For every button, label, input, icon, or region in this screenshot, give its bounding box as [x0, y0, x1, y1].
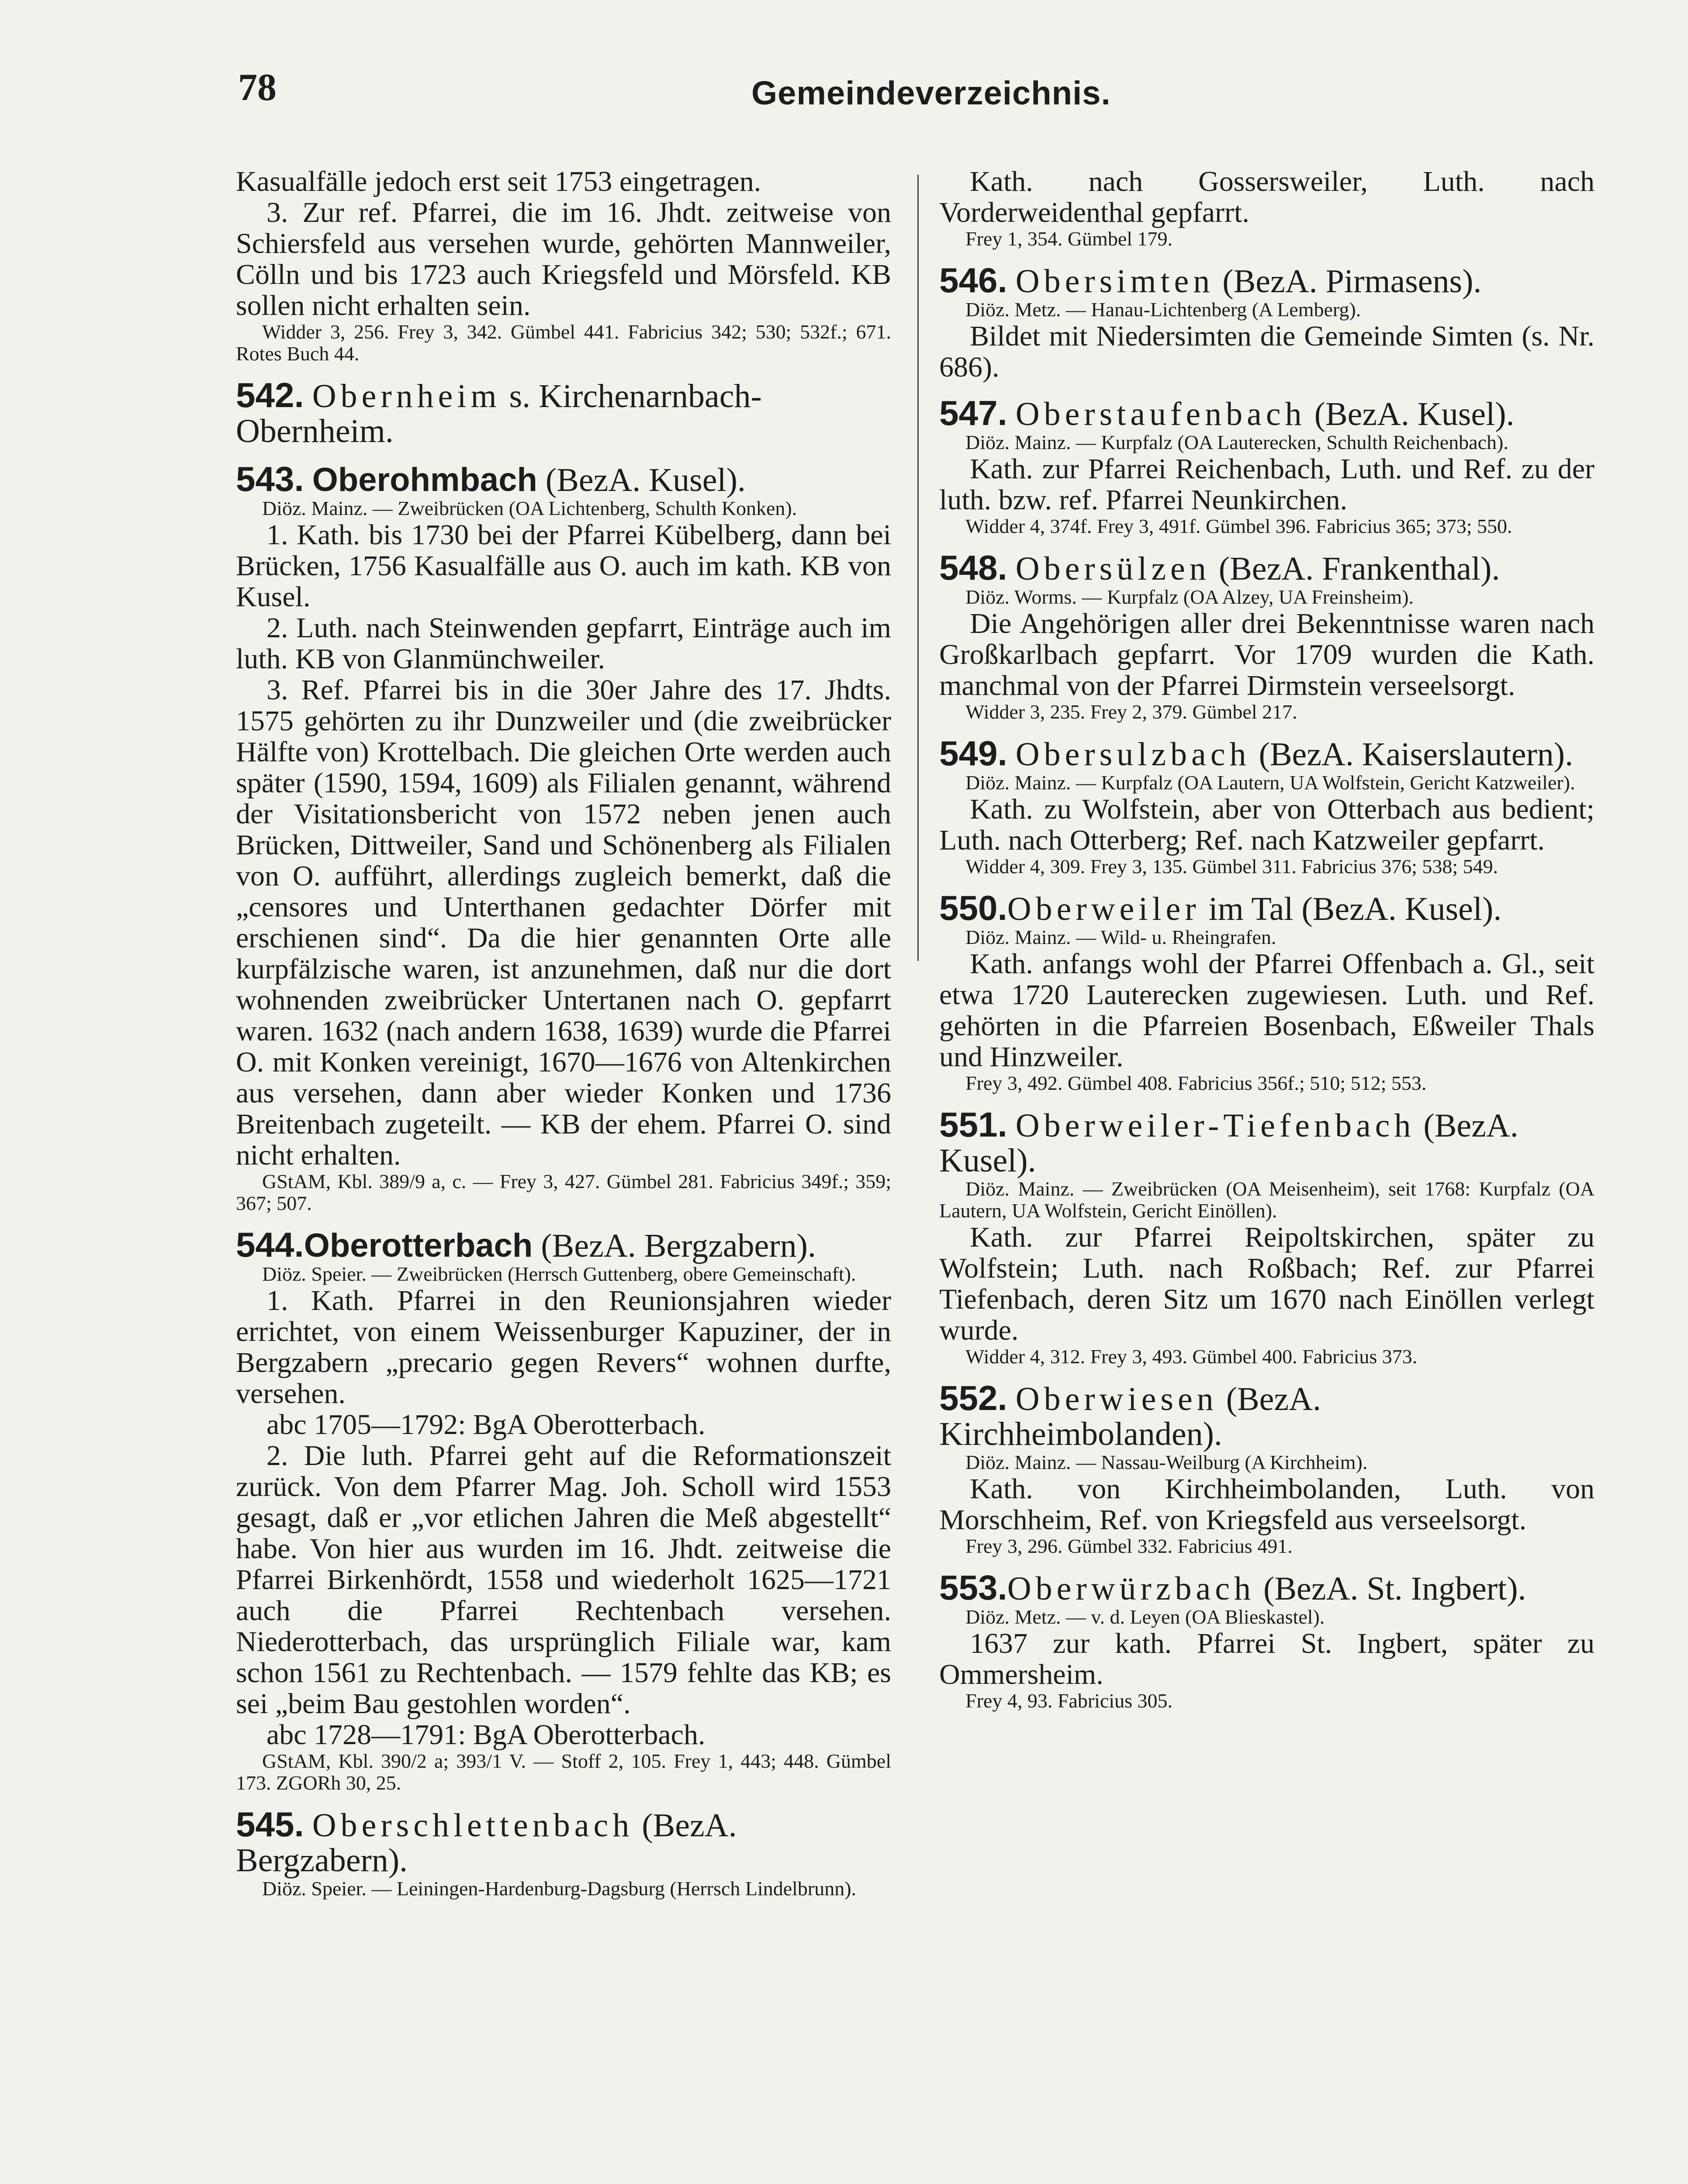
entry-heading-543: [236, 462, 891, 498]
paragraph: 2. Luth. nach Steinwenden gepfarrt, Einträge auch im luth. KB von Glanmünchweiler.: [236, 612, 891, 675]
entry-number: 553.: [939, 1568, 1007, 1607]
entry-name: Obersülzen: [1015, 550, 1211, 587]
entry-number: 546.: [939, 261, 1007, 300]
left-column: [236, 166, 891, 1900]
entry-name: Oberschlettenbach: [312, 1807, 634, 1844]
entry-heading-550: [939, 888, 1595, 927]
entry-name: Obersimten: [1015, 263, 1214, 300]
diocese-info: Diöz. Speier. — Zweibrücken (Herrsch Guttenberg, obere Gemeinschaft).: [262, 1263, 856, 1285]
diocese-info: Diöz. Mainz. — Zweibrücken (OA Meisenheim), seit 1768: Kurpfalz (OA Lautern, UA Wolfstein, Gericht Einöllen).: [939, 1178, 1595, 1222]
diocese-info: Diöz. Mainz. — Nassau-Weilburg (A Kirchheim).: [965, 1451, 1368, 1473]
paragraph: 3. Ref. Pfarrei bis in die 30er Jahre des 17. Jhdts. 1575 gehörten zu ihr Dunzweiler und (die zweibrücker Hälfte von) Krottelbach. Die gleichen Orte werden auch später (1590, 1594, 1609) als Filialen genannt, während der Visitationsbericht von 1572 neben jenen auch Brücken, Dittweiler, Sand und Schönenberg als Filialen von O. aufführt, allerdings zugleich bemerkt, daß die „censores und Unterthanen gedachter Dörfer mit erschienen sind“. Da die hier genannten Orte alle kurpfälzische waren, ist anzunehmen, daß nur die dort wohnenden zweibrücker Untertanen nach O. gepfarrt waren. 1632 (nach andern 1638, 1639) wurde die Pfarrei O. mit Konken vereinigt, 1670—1676 von Altenkirchen aus versehen, dann aber wieder Konken und 1736 Breitenbach zugeteilt. — KB der ehem. Pfarrei O. sind nicht erhalten.: [236, 674, 891, 1171]
diocese-info: Diöz. Worms. — Kurpfalz (OA Alzey, UA Freinsheim).: [965, 586, 1414, 608]
entry-name: Oberweiler: [1007, 891, 1200, 927]
diocese-info: Diöz. Mainz. — Wild- u. Rheingrafen.: [965, 926, 1276, 948]
entry-heading-551: [939, 1107, 1595, 1178]
entry-number: 549.: [939, 734, 1007, 773]
entry-district: (BezA. Bergzabern).: [533, 1227, 816, 1264]
entry-name: Oberstaufenbach: [1015, 396, 1306, 432]
entry-district: im Tal (BezA. Kusel).: [1200, 891, 1502, 927]
paragraph: 3. Zur ref. Pfarrei, die im 16. Jhdt. zeitweise von Schiersfeld aus versehen wurde, gehörten Mannweiler, Cölln und bis 1723 auch Kriegsfeld und Mörsfeld. KB sollen nicht erhalten sein.: [236, 197, 891, 321]
paragraph: Kath. von Kirchheimbolanden, Luth. von Morschheim, Ref. von Kriegsfeld aus verseelsorgt.: [939, 1473, 1595, 1536]
entry-name: Oberwürzbach: [1007, 1570, 1256, 1607]
paragraph: 2. Die luth. Pfarrei geht auf die Reformationszeit zurück. Von dem Pfarrer Mag. Joh. Scholl wird 1553 gesagt, daß er „vor etlichen Jahren die Meß abgestellt“ habe. Von hier aus wurden im 16. Jhdt. zeitweise die Pfarrei Birkenhördt, 1558 und wiederholt 1625—1721 auch die Pfarrei Rechtenbach versehen. Niederotterbach, das ursprünglich Filiale war, kam schon 1561 zu Rechtenbach. — 1579 fehlte das KB; es sei „beim Bau gestohlen worden“.: [236, 1440, 891, 1720]
sources: Widder 3, 256. Frey 3, 342. Gümbel 441. Fabricius 342; 530; 532f.; 671. Rotes Buch 44.: [236, 321, 891, 365]
entry-number: 544.: [236, 1225, 304, 1264]
sources: Frey 4, 93. Fabricius 305.: [965, 1690, 1173, 1712]
sources: Frey 3, 296. Gümbel 332. Fabricius 491.: [965, 1535, 1293, 1557]
right-column: [939, 166, 1595, 1712]
sources: Widder 3, 235. Frey 2, 379. Gümbel 217.: [965, 701, 1297, 723]
entry-heading-547: [939, 396, 1595, 432]
sources: GStAM, Kbl. 390/2 a; 393/1 V. — Stoff 2, 105. Frey 1, 443; 448. Gümbel 173. ZGORh 30, 25.: [236, 1750, 891, 1794]
paragraph: Bildet mit Niedersimten die Gemeinde Simten (s. Nr. 686).: [939, 320, 1595, 383]
entry-district: (BezA. Kusel).: [939, 1107, 1519, 1179]
page-header: [0, 66, 1688, 131]
entry-heading-546: [939, 263, 1595, 299]
diocese-info: Diöz. Mainz. — Kurpfalz (OA Lautern, UA Wolfstein, Gericht Katzweiler).: [965, 771, 1575, 794]
diocese-info: Diöz. Mainz. — Zweibrücken (OA Lichtenberg, Schulth Konken).: [262, 497, 797, 519]
entry-number: 545.: [236, 1805, 304, 1844]
paragraph: abc 1705—1792: BgA Oberotterbach.: [266, 1409, 706, 1441]
entry-district: s. Kirchenarnbach-Obernheim.: [236, 378, 762, 449]
entry-name: Oberohmbach: [312, 461, 537, 498]
entry-district: (BezA. Kirchheimbolanden).: [939, 1381, 1321, 1452]
entry-number: 547.: [939, 394, 1007, 432]
entry-number: 552.: [939, 1379, 1007, 1417]
page-number: 78: [238, 66, 277, 109]
entry-district: (BezA. Frankenthal).: [1210, 550, 1500, 587]
entry-district: (BezA. St. Ingbert).: [1255, 1570, 1526, 1607]
entry-name: Obersulzbach: [1015, 736, 1251, 773]
diocese-info: Diöz. Metz. — v. d. Leyen (OA Blieskastel).: [965, 1606, 1325, 1628]
paragraph: 1. Kath. bis 1730 bei der Pfarrei Kübelberg, dann bei Brücken, 1756 Kasualfälle aus O. auch im kath. KB von Kusel.: [236, 519, 891, 613]
paragraph: abc 1728—1791: BgA Oberotterbach.: [266, 1719, 706, 1751]
entry-district: (BezA. Bergzabern).: [236, 1807, 737, 1879]
entry-name: Oberwiesen: [1015, 1381, 1218, 1417]
paragraph: 1. Kath. Pfarrei in den Reunionsjahren wieder errichtet, von einem Weissenburger Kapuziner, der in Bergzabern „precario gegen Revers“ wohnen durfte, versehen.: [236, 1285, 891, 1410]
entry-number: 542.: [236, 376, 304, 415]
diocese-info: Diöz. Mainz. — Kurpfalz (OA Lauterecken, Schulth Reichenbach).: [965, 431, 1508, 453]
paragraph: Kath. nach Gossersweiler, Luth. nach Vorderweidenthal gepfarrt.: [939, 166, 1595, 228]
paragraph: Kath. anfangs wohl der Pfarrei Offenbach a. Gl., seit etwa 1720 Lauterecken zugewiesen. Luth. und Ref. gehörten in die Pfarreien Bosenbach, Eßweiler Thals und Hinzweiler.: [939, 948, 1595, 1073]
running-head: Gemeindeverzeichnis.: [751, 75, 1111, 112]
paragraph: 1637 zur kath. Pfarrei St. Ingbert, später zu Ommersheim.: [939, 1628, 1595, 1690]
sources: GStAM, Kbl. 389/9 a, c. — Frey 3, 427. Gümbel 281. Fabricius 349f.; 359; 367; 507.: [236, 1170, 891, 1214]
entry-name: Obernheim: [312, 378, 501, 415]
entry-heading-548: [939, 550, 1595, 586]
paragraph: Die Angehörigen aller drei Bekenntnisse waren nach Großkarlbach gepfarrt. Vor 1709 wurden die Kath. manchmal von der Pfarrei Dirmstein verseelsorgt.: [939, 608, 1595, 702]
entry-district: (BezA. Kusel).: [1306, 396, 1515, 432]
sources: Widder 4, 374f. Frey 3, 491f. Gümbel 396. Fabricius 365; 373; 550.: [965, 515, 1512, 537]
entry-heading-553: [939, 1570, 1595, 1606]
column-divider: [917, 175, 919, 961]
entry-heading-544: [236, 1227, 891, 1263]
entry-district: (BezA. Kusel).: [537, 462, 746, 498]
entry-number: 548.: [939, 548, 1007, 587]
entry-heading-545: [236, 1807, 891, 1878]
diocese-info: Diöz. Speier. — Leiningen-Hardenburg-Dagsburg (Herrsch Lindelbrunn).: [262, 1877, 857, 1900]
entry-name: Oberotterbach: [304, 1227, 533, 1264]
entry-heading-552: [939, 1381, 1595, 1451]
sources: Widder 4, 312. Frey 3, 493. Gümbel 400. Fabricius 373.: [965, 1345, 1418, 1368]
paragraph: Kath. zur Pfarrei Reipoltskirchen, später zu Wolfstein; Luth. nach Roßbach; Ref. zur Pfarrei Tiefenbach, deren Sitz um 1670 nach Einöllen verlegt wurde.: [939, 1221, 1595, 1346]
entry-name: Oberweiler-Tiefenbach: [1015, 1107, 1415, 1144]
paragraph: Kath. zur Pfarrei Reichenbach, Luth. und Ref. zu der luth. bzw. ref. Pfarrei Neunkirchen.: [939, 453, 1595, 516]
paragraph: Kath. zu Wolfstein, aber von Otterbach aus bedient; Luth. nach Otterberg; Ref. nach Katzweiler gepfarrt.: [939, 793, 1595, 856]
paragraph: Kasualfälle jedoch erst seit 1753 eingetragen.: [236, 166, 761, 197]
diocese-info: Diöz. Metz. — Hanau-Lichtenberg (A Lemberg).: [965, 298, 1361, 321]
entry-heading-549: [939, 736, 1595, 772]
sources: Frey 3, 492. Gümbel 408. Fabricius 356f.; 510; 512; 553.: [965, 1072, 1427, 1094]
entry-number: 550.: [939, 888, 1007, 927]
sources: Widder 4, 309. Frey 3, 135. Gümbel 311. Fabricius 376; 538; 549.: [965, 855, 1498, 878]
entry-heading-542: [236, 378, 891, 449]
entry-district: (BezA. Kaiserslautern).: [1250, 736, 1574, 773]
entry-district: (BezA. Pirmasens).: [1214, 263, 1482, 300]
sources: Frey 1, 354. Gümbel 179.: [965, 228, 1173, 250]
entry-number: 543.: [236, 460, 304, 498]
entry-number: 551.: [939, 1105, 1007, 1144]
